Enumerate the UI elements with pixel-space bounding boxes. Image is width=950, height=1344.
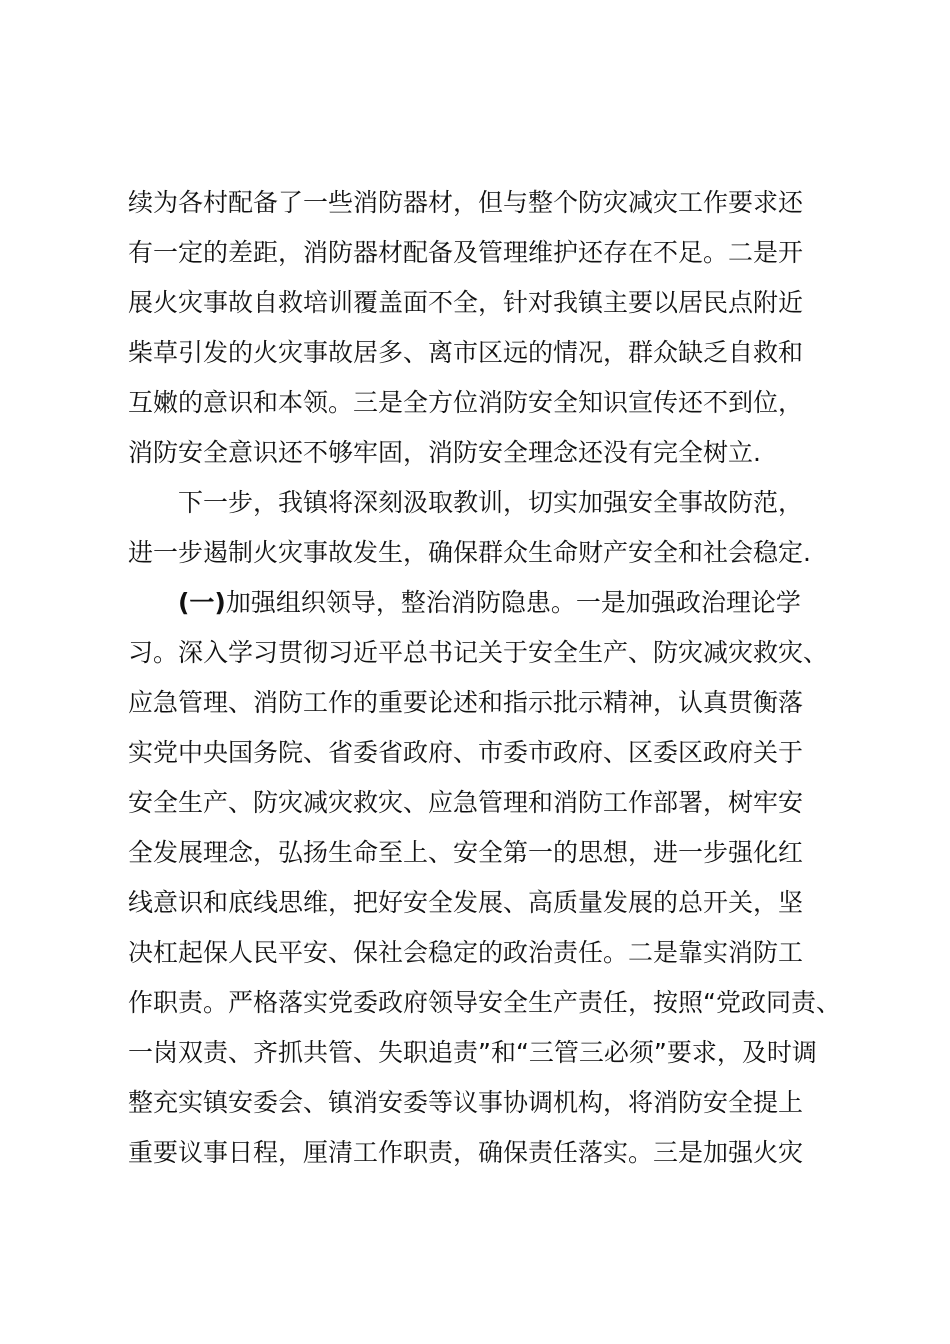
section-marker: (一) — [178, 588, 226, 617]
text-line-5: 互嫩的意识和本领。三是全方位消防安全知识宣传还不到位， — [128, 388, 804, 417]
text-line-13: 安全生产、防灾减灾救灾、应急管理和消防工作部署，树牢安 — [128, 788, 804, 817]
text-line-16: 决杠起保人民平安、保社会稳定的政治责任。二是靠实消防工 — [128, 938, 804, 967]
text-line-11: 应急管理、消防工作的重要论述和指示批示精神，认真贯衡落 — [128, 688, 804, 717]
text-line-17: 作职责。严格落实党委政府领导安全生产责任，按照“党政同责、 — [128, 988, 841, 1017]
text-line-8: 进一步遏制火灾事故发生，确保群众生命财产安全和社会稳定. — [128, 538, 811, 567]
text-line-3: 展火灾事故自救培训覆盖面不全，针对我镇主要以居民点附近 — [128, 288, 804, 317]
section-heading-text: 加强组织领导，整治消防隐患。一是加强政治理论学 — [225, 588, 801, 617]
text-line-7: 下一步，我镇将深刻汲取教训，切实加强安全事故防范， — [178, 488, 804, 517]
text-line-2: 有一定的差距，消防器材配备及管理维护还存在不足。二是开 — [128, 238, 804, 267]
text-line-19: 整充实镇安委会、镇消安委等议事协调机构，将消防安全提上 — [128, 1088, 804, 1117]
text-line-9 — [178, 578, 828, 628]
text-line-18: 一岗双责、齐抓共管、失职追责”和“三管三必须”要求，及时调 — [128, 1038, 817, 1067]
text-line-14: 全发展理念，弘扬生命至上、安全第一的思想，进一步强化红 — [128, 838, 804, 867]
text-line-12: 实党中央国务院、省委省政府、市委市政府、区委区政府关于 — [128, 738, 804, 767]
text-line-4: 柴草引发的火灾事故居多、离市区远的情况，群众缺乏自救和 — [128, 338, 804, 367]
text-line-6: 消防安全意识还不够牢固，消防安全理念还没有完全树立. — [128, 438, 761, 467]
text-line-10: 习。深入学习贯彻习近平总书记关于安全生产、防灾减灾救灾、 — [128, 638, 829, 667]
text-line-15: 线意识和底线思维，把好安全发展、高质量发展的总开关，坚 — [128, 888, 804, 917]
text-line-1: 续为各村配备了一些消防器材，但与整个防灾减灾工作要求还 — [128, 188, 804, 217]
text-line-20: 重要议事日程，厘清工作职责，确保责任落实。三是加强火灾 — [128, 1138, 804, 1167]
